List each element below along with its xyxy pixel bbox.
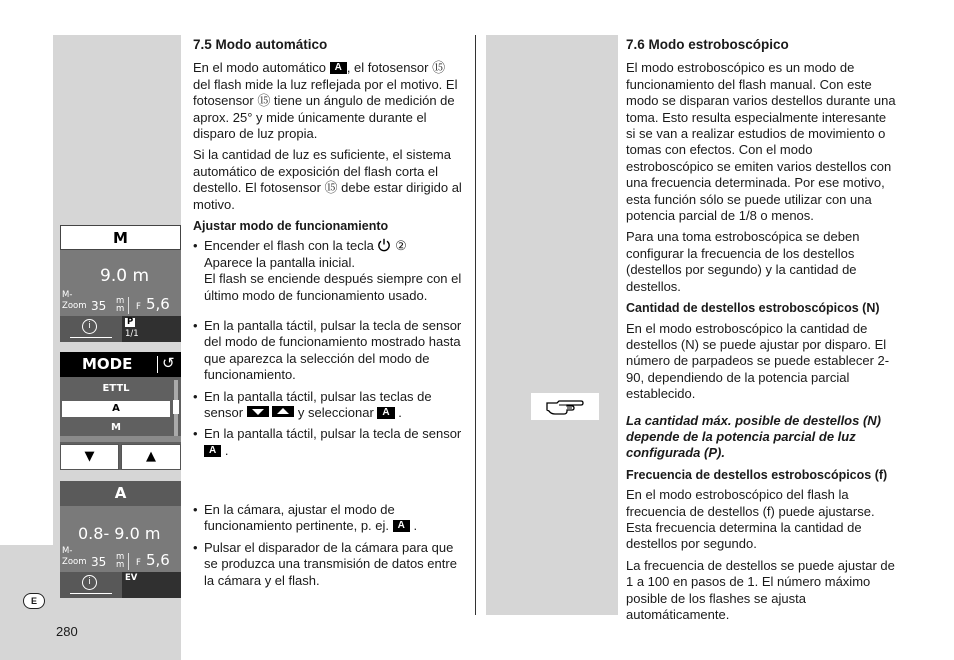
paragraph-frequency: En el modo estroboscópico del flash la frecuencia de destellos (f) puede ajustarse. Esta frecuencia determina la cantidad de destellos por segundo. [626, 487, 875, 552]
exposure-compensation-button[interactable] [122, 572, 181, 598]
step-confirm-a-end: . [224, 442, 229, 458]
m-label: M- [62, 546, 73, 556]
power-icon [377, 238, 391, 252]
info-icon [82, 575, 97, 590]
paragraph-frequency-range: La frecuencia de destellos se puede ajustar de 1 a 100 en pasos de 1. El número máximo posible de los flashes se ajusta automáticamente. [626, 557, 895, 622]
paragraph-flash-count: En el modo estroboscópico la cantidad de destellos (N) se puede ajustar por disparo. El número de parpadeos se puede establecer 2-90, dependiendo de la potencia parcial establecido. [626, 320, 890, 402]
info-button[interactable] [60, 572, 120, 598]
down-key-icon [247, 406, 269, 417]
page-number: 280 [56, 624, 78, 639]
screen3-bottom-bar [60, 572, 181, 598]
step-confirm-a-text: En la pantalla táctil, pulsar la tecla de sensor [204, 426, 462, 442]
m-label: M- [62, 290, 73, 300]
zoom-label: Zoom [62, 301, 87, 311]
mode-a-tag: A [204, 445, 221, 457]
note-icon-box [531, 393, 599, 420]
list-footer-band [60, 436, 181, 442]
column-divider [475, 35, 476, 615]
mode-a-tag: A [377, 407, 394, 419]
ev-label: EV [125, 573, 138, 583]
zoom-unit-top: m [116, 296, 125, 306]
step-camera-mode-text: En la cámara, ajustar el modo de funcionamiento pertinente, p. ej. [204, 502, 395, 534]
power-ratio-button[interactable] [122, 316, 181, 342]
left-camera-block [193, 502, 465, 589]
step-select-a [193, 389, 465, 422]
scroll-down-button[interactable] [60, 444, 119, 470]
mode-option-m[interactable]: M [111, 422, 121, 433]
paragraph-auto-intro [193, 60, 465, 142]
paragraph-strobe-intro: El modo estroboscópico es un modo de funcionamiento del flash manual. Con este modo se disparan varios destellos durante una toma. Esto resulta especialmente interesante si se van a realizar estudios de movimiento o tomas con efectos. Con el modo estroboscópico se emiten varios destellos con una frecuencia determinada. Por ese motivo, esta función sólo se puede utilizar con una potencia parcial de 1/8 o menos. [626, 60, 896, 224]
aperture-separator [128, 553, 129, 570]
back-icon[interactable]: ↺ [162, 354, 175, 372]
language-badge [23, 593, 45, 609]
zoom-label: Zoom [62, 557, 87, 567]
step-select-a-end: . [398, 405, 402, 421]
step-select-a-text: En la pantalla táctil, pulsar las teclas de sensor [204, 388, 432, 421]
zoom-unit-bottom: m [116, 560, 125, 570]
step-camera-mode-end: . [413, 518, 418, 534]
distance-range-value: 0.8- 9.0 m [78, 524, 161, 543]
aperture-value: 5,6 [146, 295, 170, 313]
aperture-label: F [136, 558, 141, 568]
pointing-hand-icon [545, 398, 585, 416]
header-separator [157, 356, 158, 373]
right-margin-band [486, 35, 618, 615]
zoom-unit-bottom: m [116, 304, 125, 314]
chevron-up-icon: ▲ [146, 449, 156, 464]
subheading-flash-count: Cantidad de destellos estroboscópicos (N) [626, 301, 880, 316]
zoom-value: 35 [91, 555, 107, 569]
section-title-strobe: 7.6 Modo estroboscópico [626, 37, 789, 52]
power-ratio-value: 1/1 [125, 329, 139, 339]
left-text-column [193, 37, 465, 304]
scrollbar-thumb[interactable] [173, 400, 179, 414]
flash-screen-auto [60, 481, 181, 572]
up-key-icon [272, 406, 294, 417]
info-icon [82, 319, 97, 334]
language-badge-label: E [30, 596, 37, 606]
step-camera-mode [193, 502, 465, 535]
flash-screen-mode-select [60, 352, 181, 470]
step-power-on-ref: ② [395, 238, 407, 254]
aperture-value: 5,6 [146, 551, 170, 569]
zoom-unit-top: m [116, 552, 125, 562]
info-underline [70, 593, 112, 594]
section-title-auto: 7.5 Modo automático [193, 37, 328, 52]
mode-a-tag: A [393, 520, 410, 532]
step-release-shutter: • Pulsar el disparador de la cámara para que se produzca una transmisión de datos entre la cámara y el flash. [193, 540, 465, 589]
aperture-separator [128, 297, 129, 314]
step-confirm-a [193, 426, 465, 459]
intro-text-a: En el modo automático [193, 60, 326, 76]
left-steps-block [193, 318, 465, 459]
mode-title: M [60, 225, 181, 250]
mode-title: MODE [82, 355, 133, 373]
subheading-set-mode: Ajustar modo de funcionamiento [193, 219, 389, 234]
aperture-label: F [136, 302, 141, 312]
info-glyph: i [88, 577, 91, 587]
note-max-flashes: La cantidad máx. posible de destellos (N) depende de la potencia parcial de luz configurada (P). [626, 412, 882, 461]
step-select-a-text2: y seleccionar [297, 405, 374, 421]
intro-text-b: , el fotosensor ⑮ del flash mide la luz reflejada por el motivo. El fotosensor ⑮ tiene un ángulo de medición de aprox. 25° y mide únicamente durante el disparo de luz propia. [193, 60, 458, 142]
chevron-down-icon: ▼ [84, 449, 95, 464]
step-power-on-note1: Aparece la pantalla inicial. [204, 254, 356, 270]
right-text-column [626, 37, 898, 628]
info-button[interactable] [60, 316, 120, 342]
mode-header [60, 352, 181, 377]
zoom-value: 35 [91, 299, 107, 313]
mode-option-ettl[interactable]: ETTL [102, 383, 130, 394]
mode-a-tag: A [330, 62, 347, 74]
paragraph-auto-exposure: Si la cantidad de luz es suficiente, el sistema automático de exposición del flash corta el destello. El fotosensor ⑮ debe estar dirigido al motivo. [193, 147, 462, 212]
scroll-up-button[interactable] [121, 444, 181, 470]
screen1-bottom-bar [60, 316, 181, 342]
mode-option-a[interactable]: A [62, 401, 170, 417]
step-power-on [193, 238, 465, 304]
flash-screen-manual [60, 225, 181, 316]
mode-title: A [114, 484, 127, 502]
step-power-on-note2: El flash se enciende después siempre con el último modo de funcionamiento usado. [204, 271, 462, 303]
paragraph-strobe-setup: Para una toma estroboscópica se deben configurar la frecuencia de los destellos (destellos por segundo) y la cantidad de destellos. [626, 229, 860, 294]
power-ratio-label: P [127, 317, 134, 327]
subheading-frequency: Frecuencia de destellos estroboscópicos (f) [626, 467, 888, 482]
info-glyph: i [88, 321, 91, 331]
step-power-on-text: Encender el flash con la tecla [204, 238, 374, 254]
step-press-mode: • En la pantalla táctil, pulsar la tecla de sensor del modo de funcionamiento mostrado hasta que aparezca la selección del modo de funcionamiento. [193, 318, 465, 384]
distance-value: 9.0 m [100, 266, 149, 286]
info-underline [70, 337, 112, 338]
